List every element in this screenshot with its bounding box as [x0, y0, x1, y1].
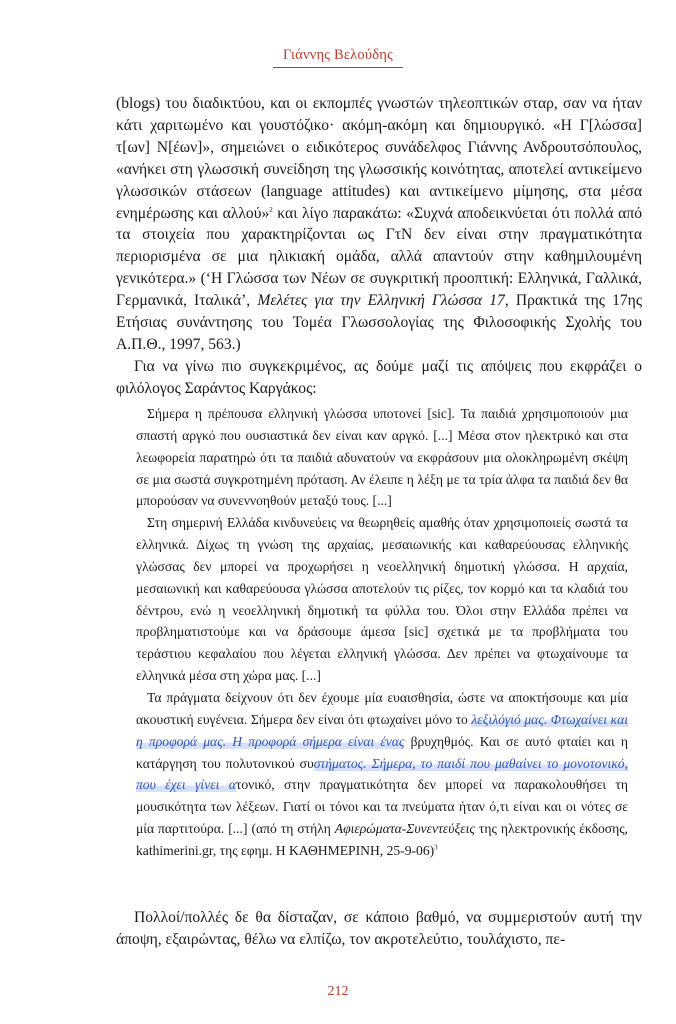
closing-text-block — [116, 907, 642, 951]
quote-p3-start: Τα πράγματα δείχνουν ότι δεν έχουμε μία ευαισθησία, ώστε να αποκτήσουμε και μία ακουστική ευγένεια. Σήμερα δεν είναι ότι φτωχαίνει μόνο το — [136, 689, 628, 727]
main-text-block — [116, 93, 642, 400]
running-header — [0, 46, 676, 68]
quote-paragraph-1: Σήμερα η πρέπουσα ελληνική γλώσσα υποτονεί [sic]. Τα παιδιά χρησιμοποιούν μια σπαστή αργκό που ουσιαστικά δεν είναι καν αργκό. [...] Μέσα στον ηλεκτρικό και στα λεωφορεία παρατηρώ ότι τα παιδιά αδυνατούν να εκφράσουν μια ολοκληρωμένη σκέψη σε μια σωστά συγκροτημένη πρόταση. Αν έλειπε η λέξη με τα τρία άλφα τα παιδιά δεν θα μπορούσαν να συνεννοηθούν μεταξύ τους. [...] — [136, 406, 628, 509]
quote-p3-end: τονικό, στην πραγματικότητα δεν μπορεί να παρακολουθήσει τη μουσικότητα των λέξεων. Γιατί οι τόνοι και τα πνεύματα ήταν ό,τι είναι και οι νότες σε μία παρτιτούρα. [...] (από τη στήλη — [136, 777, 629, 837]
quote-highlight-2: στήματος. Σήμερα, το παιδί που μαθαίνει το μονοτονικό, που έχει γίνει α — [136, 755, 628, 793]
quote-paragraph-3 — [136, 687, 628, 862]
paragraph-1-italic-title: Μελέτες για την Ελληνική Γλώσσα 17 — [257, 292, 505, 310]
paragraph-1-part-3: , Πρακτικά της 17ης Ετήσιας συνάντησης του Τομέα Γλωσσολογίας της Φιλοσοφικής Σχολής του Α.Π.Θ., 1997, 563.) — [116, 292, 643, 353]
closing-paragraph: Πολλοί/πολλές δε θα δίσταζαν, σε κάποιο βαθμό, να συμμεριστούν αυτή την άποψη, εξαιρώντας, θέλω να ελπίζω, τον ακροτελεύτιο, τουλάχιστο, πε- — [116, 909, 642, 948]
paragraph-2: Για να γίνω πιο συγκεκριμένος, ας δούμε μαζί τις απόψεις που εκφράζει ο φιλόλογος Σαράντος Καργάκος: — [116, 357, 642, 397]
page-number: 212 — [327, 984, 349, 999]
paragraph-1-part-2: και λίγο παρακάτω: «Συχνά αποδεικνύεται ότι πολλά από τα στοιχεία που χαρακτηρίζονται ως ΓτΝ δεν είναι στην πραγματικότητα περιορισμένα σε μια ηλικιακή ομάδα, αλλά απαντούν στην καθημιλουμένη γενικότερα.» (‘Η Γλώσσα των Νέων σε συγκριτική προοπτική: Ελληνικά, Γαλλικά, Γερμανικά, Ιταλικά’, — [116, 204, 642, 310]
paragraph-1 — [116, 93, 642, 356]
quote-p3-tail: της ηλεκτρονικής έκδοσης, kathimerini.gr, της εφημ. Η ΚΑΘΗΜΕΡΙΝΗ, 25-9-06) — [136, 821, 628, 858]
footnote-marker-2: 2 — [269, 205, 273, 214]
quote-p3-italic: Αφιερώματα-Συνεντεύξεις — [334, 821, 475, 837]
quote-paragraph-2: Στη σημερινή Ελλάδα κινδυνεύεις να θεωρηθείς αμαθής όταν χρησιμοποιείς σωστά τα ελληνικά. Δίχως τη γνώση της αρχαίας, μεσαιωνικής και καθαρεύουσας ελληνικής γλώσσας δεν μπορεί να προχωρήσει η νεοελληνική δημοτική γλώσσα. Η αρχαία, μεσαιωνική και καθαρεύουσα γλώσσα αποτελούν τις ρίζες, τον κορμό και τα κλαδιά του δέντρου, ενώ η νεοελληνική δημοτική τα φύλλα του. Όλοι στην Ελλάδα πρέπει να προβληματιστούμε και να δράσουμε άμεσα [sic] σχετικά με τα προβλήματα του τεράστιου κεφαλαίου που λέγεται ελληνική γλώσσα. Δεν πρέπει να φτωχαίνουμε τα ελληνικά μέσα στη χώρα μας. [...] — [136, 515, 628, 684]
block-quote — [136, 403, 628, 862]
paragraph-1-part-1: (blogs) του διαδικτύου, και οι εκπομπές γνωστών τηλεοπτικών σταρ, σαν να ήταν κάτι χαριτωμένο και γουστόζικο· ακόμη-ακόμη και δημιουργικό. «Η Γ[λώσσα] τ[ων] Ν[έων]», σημειώνει ο ειδικότερος συνάδελφος Γιάννης Ανδρουτσόπουλος, «ανήκει στη γλωσσική συνείδηση της γλωσσικής κοινότητας, αποτελεί αντικείμενο γλωσσικών στάσεων (language attitudes) και αντικείμενο μίμησης, στα μέσα ενημέρωσης και αλλού» — [116, 95, 642, 222]
quote-highlight-1: λεξιλόγιό μας. Φτωχαίνει και η προφορά μας. Η προφορά σήμερα είναι ένας — [136, 711, 628, 749]
quote-p3-mid: βρυχηθμός. Και σε αυτό φταίει και η κατάργηση του πολυτονικού συ — [136, 733, 628, 771]
running-title: Γιάννης Βελούδης — [273, 47, 403, 68]
footnote-marker-3: 3 — [434, 843, 438, 852]
